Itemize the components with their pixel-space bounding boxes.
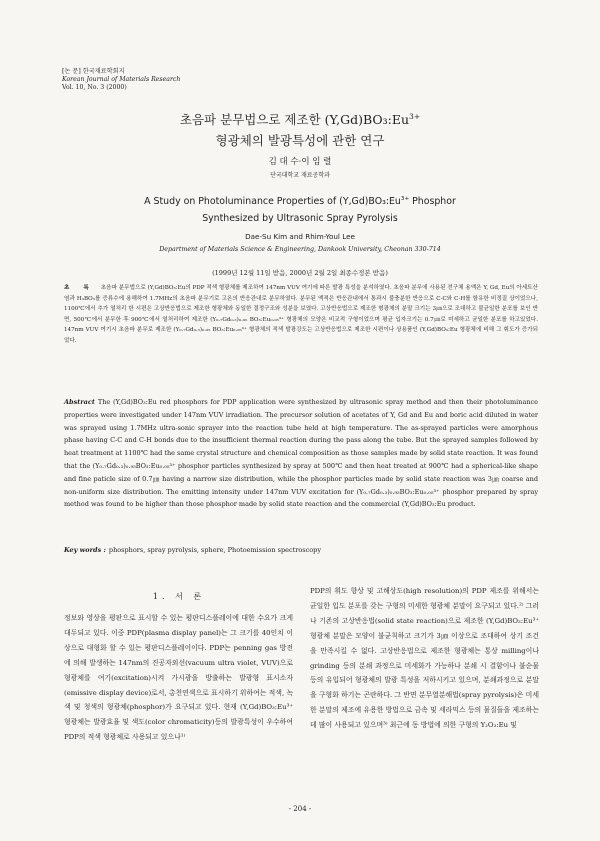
abstract-en-label: Abstract xyxy=(64,398,95,406)
section-title-introduction: 1. 서 론 xyxy=(152,592,206,601)
title-en-line1-end: Phosphor xyxy=(409,196,456,207)
authors-en: Dae-Su Kim and Rhim-Youl Lee xyxy=(245,232,355,241)
abstract-en-text: The (Y,Gd)BO₃:Eu red phosphors for PDP application were synthesized by ultrasonic spray method and then their photoluminance properties were investigated under 147nm VUV irradiation. The precursor solution of acetates of Y, Gd and Eu and boric acid diluted in water was sprayed using 1.7MHz ultra-sonic sprayer into the reaction tube held at high temperature. The as-sprayed particles were amorphous phase having C-C and C-H bonds due to the insufficient thermal reaction during the pass along the tube. But the sprayed samples followed by heat treatment at 1100℃ had the same crystal structure and chemical composition as those samples made by solid state reaction. It was found that the (Y₀.₇Gd₀.₃)₀.₉₅BO₃:Eu₀.₀₅³⁺ phosphor particles synthesized by spray at 500℃ and then heat treated at 900℃ had a spherical-like shape and fine paticle size of 0.7㎛ having a narrow size distribution, while the phosphor particles made by solid state reaction was 3㎛ coarse and non-uniform size distribution. The emitting intensity under 147nm VUV excitation for (Y₀.₇Gd₀.₃)₀.₉₅BO₃:Eu₀.₀₅³⁺ phosphor prepared by spray method was found to be higher than those phosphor made by solid state reaction and the commercial (Y,Gd)BO₃:Eu product. xyxy=(64,398,538,509)
journal-name-en: Korean Journal of Materials Research xyxy=(62,76,181,83)
title-en-sup: 3+ xyxy=(400,195,410,202)
affiliation-en: Department of Materials Science & Engineering, Dankook University, Cheonan 330-714 xyxy=(159,246,441,253)
journal-volume: Vol. 10, No. 3 (2000) xyxy=(62,84,127,91)
title-ko-line2: 형광체의 발광특성에 관한 연구 xyxy=(215,133,385,148)
title-ko-line1-text: 초음파 분무법으로 제조한 (Y,Gd)BO₃:Eu xyxy=(179,112,410,127)
title-ko-sup: 3+ xyxy=(409,111,421,121)
title-ko-line1 xyxy=(0,110,600,128)
abstract-ko-text: 초음파 분무법으로 (Y,Gd)BO₃:Eu의 PDP 적색 형광체를 제조하여 147nm VUV 여기에 따른 발광 특성을 분석하였다. 초음파 분무에 사용된 전구체 용액은 Y, Gd, Eu의 아세트산염과 H₃BO₃를 증류수에 용해하여 1.7MHz의 초음파 분무기로 고온의 반응관내로 분무하였다. 분무된 액적은 반응관내에서 통과시 불충분한 반응으로 C-C와 C-H를 함유한 비정질 상이었으나, 1100℃에서 추가 열처리 한 시편은 고상반응법으로 제조한 형광체와 동일한 결정구조와 성분을 보였다. 고상반응법으로 제조한 형광체의 분말 크기는 3㎛으로 조대하고 불균일한 분포를 보인 반면, 500℃에서 분무한 후 900℃에서 열처리하여 제조한 (Y₀.₇Gd₀.₃)₀.₉₅ BO₃:Eu₀.₀₅³⁺ 형광체의 모양은 비교적 구형이었으며 평균 입자크기는 0.7㎛로 미세하고 균일한 분포를 하고있었다. 147nm VUV 여기시 초음파 분무로 제조한 (Y₀.₇Gd₀.₃)₀.₉₅ BO₃:Eu₀.₀₅³⁺ 형광체의 적색 발광강도는 고상반응법으로 제조한 시편이나 상용품인 (Y,Gd)BO₃:Eu 형광체에 비해 그 휘도가 증가되었다. xyxy=(64,285,538,344)
body-column-right: PDP의 휘도 향상 및 고해상도(high resolution)의 PDP 제조를 위해서는 균일한 입도 분포를 갖는 구형의 미세한 형광체 분말이 요구되고 있다.²⁾ 그러나 기존의 고상반응법(solid state reaction)으로 제조한 (Y,Gd)BO₃:Eu³⁺ 형광체 분말은 모양이 불균칙하고 크기가 3㎛ 이상으로 조대하여 상기 조건을 만족시킬 수 없다. 고상반응법으로 제조한 형광체는 통상 milling이나 grinding 등의 분쇄 과정으로 미세화가 가능하나 분쇄 시 결함이나 불순물 등의 유입되어 형광체의 발광 특성을 저하시키고 있으며, 분쇄과정으로 분말을 구형화 하기는 곤란하다. 그 반면 분무열분해법(spray pyrolysis)은 미세한 분말의 제조에 유용한 방법으로 금속 및 세라믹스 등의 물질들을 제조하는 데 많이 사용되고 있으며³⁾ 최근에 동 방법에 의한 구형의 Y₂O₃:Eu 및 xyxy=(310,587,539,730)
authors-ko: 김 대 수·이 임 렬 xyxy=(268,157,332,167)
keywords-label: Key words : xyxy=(64,546,106,554)
page-number: - 204 - xyxy=(288,805,312,813)
abstract-ko xyxy=(64,283,538,347)
paper-type-journal-ko: [논 문] 한국재료학회지 xyxy=(62,68,125,75)
received-dates: (1999년 12월 11일 받음, 2000년 2월 2일 최종수정본 받음) xyxy=(212,269,388,277)
title-en-line2: Synthesized by Ultrasonic Spray Pyrolysis xyxy=(202,213,398,224)
abstract-ko-label: 초 록 xyxy=(64,285,95,291)
abstract-en xyxy=(64,396,538,511)
journal-header xyxy=(62,68,180,92)
keywords-text: phosphors, spray pyrolysis, sphere, Photoemission spectroscopy xyxy=(108,546,322,554)
body-column-left: 정보와 영상을 평판으로 표시할 수 있는 평판디스플레이에 대한 수요가 크게 대두되고 있다. 이중 PDP(plasma display panel)는 그 크기를 40인치 이상으로 대형화 할 수 있는 평판디스플레이이다. PDP는 penning gas 방전에 의해 발생하는 147nm의 진공자외선(vacuum ultra violet, VUV)으로 형광체를 여기(excitation)시켜 가시광을 방출하는 발광형 표시소자(emissive display device)로서, 총천연색으로 표시하기 위하여는 적색, 녹색 및 청색의 형광체(phosphor)가 요구되고 있다. 현재 (Y,Gd)BO₃:Eu³⁺ 형광체는 발광효율 및 색도(color chromaticity)등의 발광특성이 우수하여 PDP의 적색 형광체로 사용되고 있으나¹⁾ xyxy=(64,614,293,742)
title-en-line1 xyxy=(0,196,600,207)
title-en-line1-text: A Study on Photoluminance Properties of (Y,Gd)BO₃:Eu xyxy=(144,196,401,207)
affiliation-ko: 단국대학교 재료공학과 xyxy=(270,172,330,179)
keywords xyxy=(64,546,538,554)
